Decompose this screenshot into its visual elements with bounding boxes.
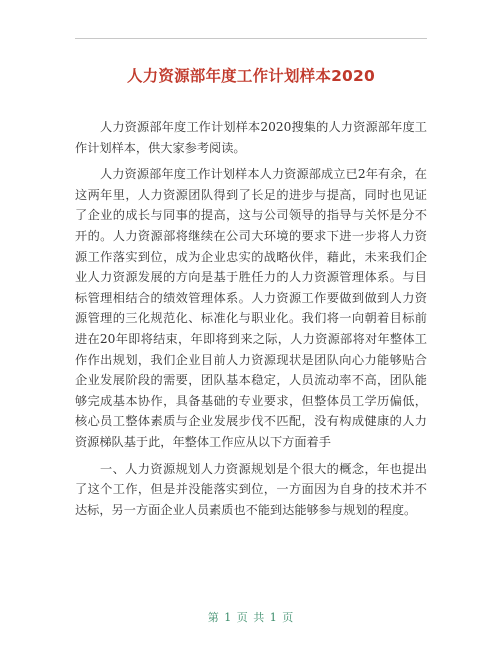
page-number-footer: 第 1 页 共 1 页	[207, 611, 295, 624]
paragraph-section-one: 一、人力资源规划人力资源规划是个很大的概念，年也提出了这个工作，但是并没能落实到位，一方面因为自身的技术并不达标，另一方面企业人员素质也不能到达能够参与规划的程度。	[75, 461, 427, 517]
document-body	[75, 117, 427, 526]
header-rule	[75, 38, 427, 39]
paragraph-main: 人力资源部年度工作计划样本人力资源部成立已2年有余，在这两年里，人力资源团队得到了长足的进步与提高，同时也见证了企业的成长与同事的提高，这与公司领导的指导与关怀是分不开的。人力资源部将继续在公司大环境的要求下进一步将人力资源工作落实到位，成为企业忠实的战略伙伴，藉此，未来我们企业人力资源发展的方向是基于胜任力的人力资源管理体系。与目标管理相结合的绩效管理体系。人力资源工作要做到做到人力资源管理的三化规范化、标准化与职业化。我们将一向朝着目标前进在20年即将结束，年即将到来之际，人力资源部将对年整体工作作出规划，我们企业目前人力资源现状是团队向心力能够贴合企业发展阶段的需要，团队基本稳定，人员流动率不高，团队能够完成基本协作，具备基础的专业要求，但整体员工学历偏低，核心员工整体素质与企业发展步伐不匹配，没有构成健康的人力资源梯队基于此，年整体工作应从以下方面着手	[75, 167, 427, 449]
paragraph-intro: 人力资源部年度工作计划样本2020搜集的人力资源部年度工作计划样本，供大家参考阅读。	[75, 120, 427, 155]
document-title: 人力资源部年度工作计划样本2020	[126, 67, 376, 85]
